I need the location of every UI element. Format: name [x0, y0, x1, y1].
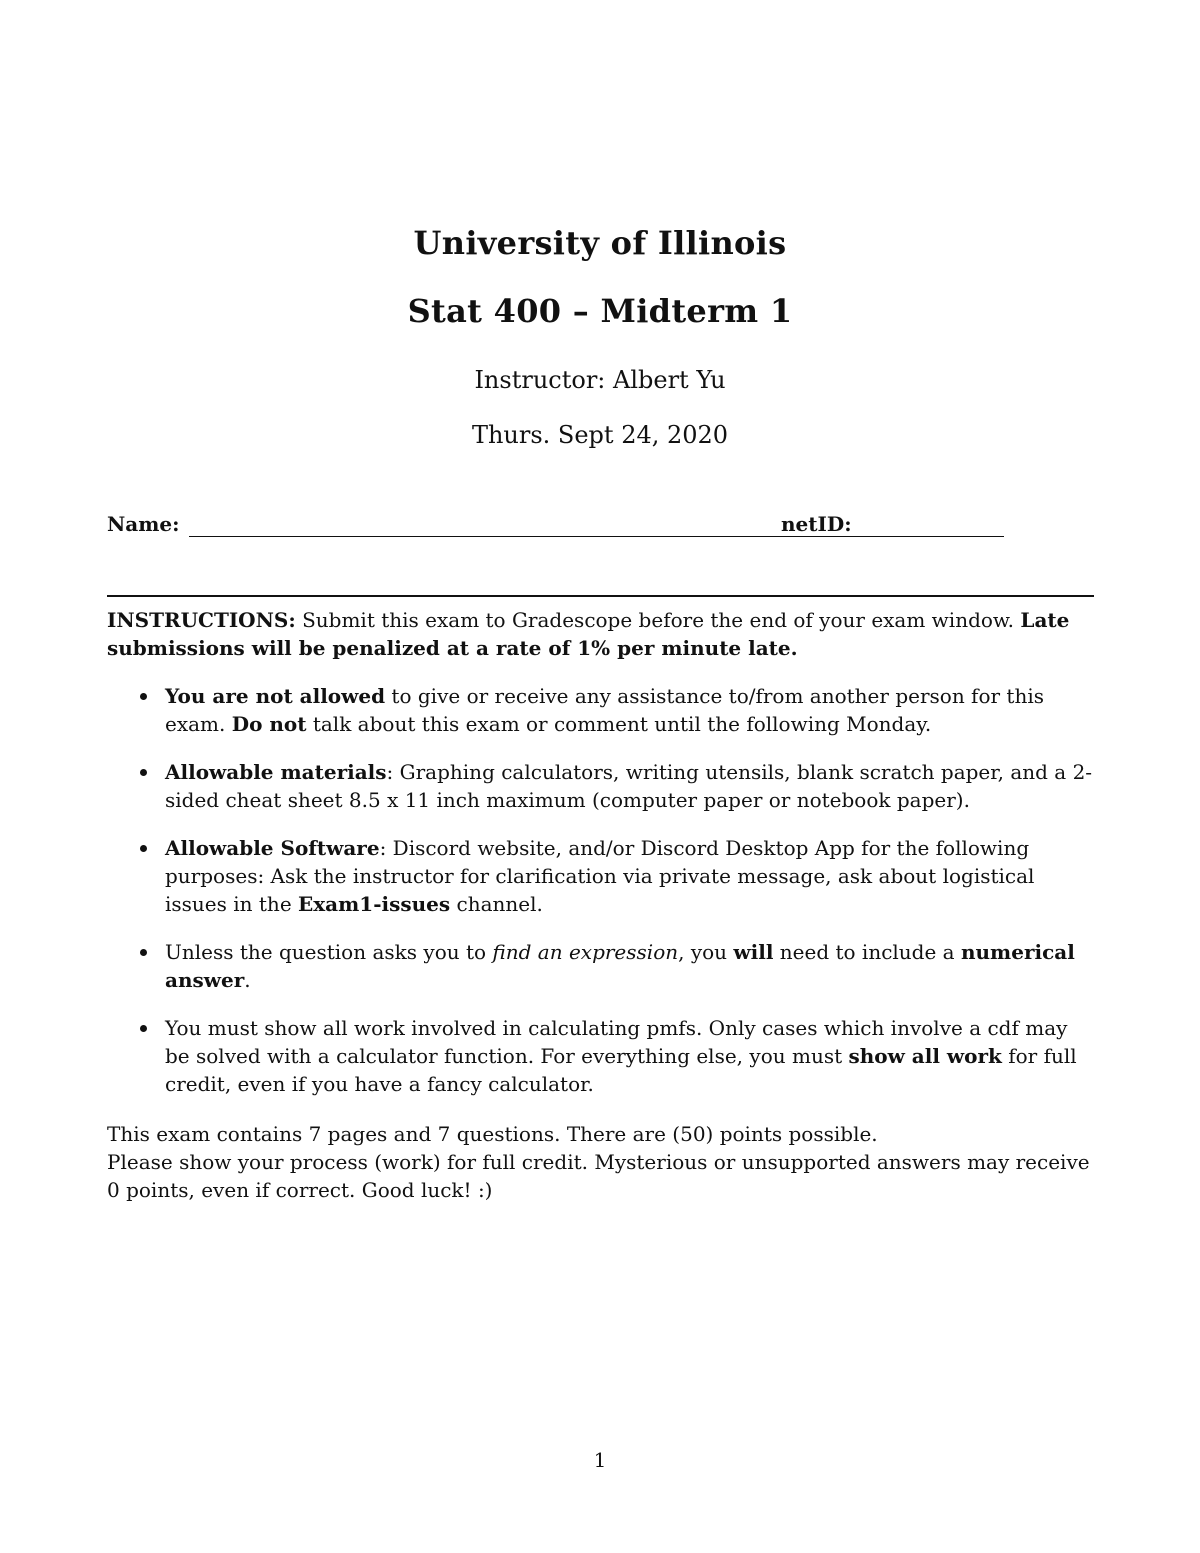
rule-4-bold: will [733, 940, 774, 964]
rule-4-text-4: . [244, 968, 251, 992]
rule-3-text-2: channel. [450, 892, 543, 916]
horizontal-rule [107, 595, 1094, 597]
rule-2-bold: Allowable materials [165, 760, 387, 784]
rule-4-text: Unless the question asks you to [165, 940, 493, 964]
rule-1-text: to give or receive any assistance to/from another person for this exam. [165, 684, 1044, 736]
rule-3-bold: Allowable Software [165, 836, 380, 860]
rule-4-italic: find an expression [492, 940, 679, 964]
bullet-icon [140, 1025, 147, 1032]
rules-list [107, 682, 1094, 1118]
rule-1-bold-2: Do not [231, 712, 307, 736]
rule-4-bold-2: numerical answer [165, 940, 1075, 992]
course-title: Stat 400 – Midterm 1 [407, 292, 793, 330]
rule-2-text: : Graphing calculators, writing utensils, blank scratch paper, and a 2-sided cheat sheet 8.5 x 11 inch maximum (computer paper or notebook paper). [165, 760, 1093, 812]
list-item [107, 834, 1094, 918]
instructions-text: Submit this exam to Gradescope before the end of your exam window. [295, 608, 1021, 632]
rule-5-bold: show all work [848, 1044, 1002, 1068]
list-item [107, 1014, 1094, 1098]
bullet-icon [140, 769, 147, 776]
list-item [107, 758, 1094, 814]
exam-summary: This exam contains 7 pages and 7 questions. There are (50) points possible. [107, 1122, 878, 1146]
rule-3-text: : Discord website, and/or Discord Desktop App for the following purposes: Ask the instructor for clarification via private message, ask about logistical issues in the [165, 836, 1035, 916]
work-notice: Please show your process (work) for full credit. Mysterious or unsupported answers may receive 0 points, even if correct. Good luck! :) [107, 1150, 1090, 1202]
page-number: 1 [593, 1448, 607, 1472]
netid-field[interactable] [861, 536, 1004, 537]
instructions-label: INSTRUCTIONS: [107, 608, 296, 632]
instructions-paragraph [107, 606, 1094, 662]
bullet-icon [140, 693, 147, 700]
late-notice: Late submissions will be penalized at a rate of 1% per minute late. [107, 608, 1070, 660]
exam-date: Thurs. Sept 24, 2020 [471, 421, 729, 449]
list-item [107, 682, 1094, 738]
rule-4-text-3: need to include a [773, 940, 961, 964]
student-info-row [107, 512, 1007, 542]
name-field[interactable] [189, 536, 879, 537]
netid-label: netID: [781, 512, 852, 536]
closing-paragraph [107, 1120, 1094, 1204]
rule-3-bold-2: Exam1-issues [298, 892, 451, 916]
rule-5-text: You must show all work involved in calculating pmfs. Only cases which involve a cdf may be solved with a calculator function. For everything else, you must [165, 1016, 1068, 1068]
list-item [107, 938, 1094, 994]
rule-1-bold: You are not allowed [165, 684, 386, 708]
rule-1-text-2: talk about this exam or comment until the following Monday. [306, 712, 932, 736]
bullet-icon [140, 949, 147, 956]
name-label: Name: [107, 512, 180, 536]
university-title: University of Illinois [413, 224, 787, 262]
instructor-line: Instructor: Albert Yu [474, 366, 726, 394]
rule-5-text-2: for full credit, even if you have a fancy calculator. [165, 1044, 1077, 1096]
bullet-icon [140, 845, 147, 852]
rule-4-text-2: , you [678, 940, 734, 964]
